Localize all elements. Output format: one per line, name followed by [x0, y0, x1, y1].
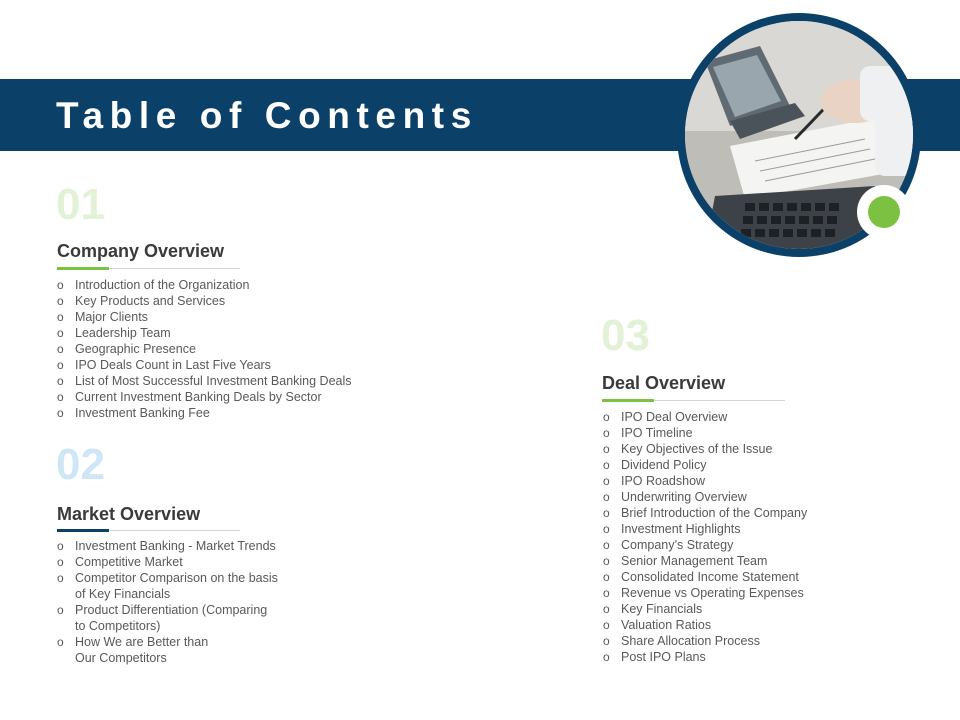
- list-item: o IPO Roadshow: [603, 473, 807, 489]
- list-item: [57, 570, 278, 602]
- list-item: o Valuation Ratios: [603, 617, 807, 633]
- list-item-line: Competitive Market: [75, 555, 183, 569]
- section-heading-market-overview: Market Overview: [57, 504, 201, 524]
- list-item-line: Product Differentiation (Comparing: [75, 603, 268, 617]
- list-item: [57, 602, 278, 634]
- list-item-line: Competitor Comparison on the basis: [75, 571, 278, 585]
- list-item: o Key Objectives of the Issue: [603, 441, 807, 457]
- company-overview-list: [57, 277, 352, 421]
- list-item: o Investment Highlights: [603, 521, 807, 537]
- list-item: [57, 554, 278, 570]
- list-item: o IPO Timeline: [603, 425, 807, 441]
- list-item: o Current Investment Banking Deals by Sector: [57, 389, 352, 405]
- list-item: [57, 634, 278, 666]
- section-number-03: 03: [601, 311, 650, 360]
- section-accent-bar: [57, 529, 109, 532]
- list-item: o Geographic Presence: [57, 341, 352, 357]
- list-item: o Share Allocation Process: [603, 633, 807, 649]
- market-overview-list: [57, 538, 278, 666]
- section-number-02: 02: [56, 440, 105, 489]
- list-item: o Senior Management Team: [603, 553, 807, 569]
- list-item: o Leadership Team: [57, 325, 352, 341]
- list-item: o Dividend Policy: [603, 457, 807, 473]
- list-item: o Consolidated Income Statement: [603, 569, 807, 585]
- list-item-line: of Key Financials: [75, 587, 171, 601]
- list-item-line: Our Competitors: [75, 651, 167, 665]
- section-accent-bar: [602, 399, 654, 402]
- list-item: o IPO Deals Count in Last Five Years: [57, 357, 352, 373]
- list-item: o Company’s Strategy: [603, 537, 807, 553]
- list-item: o Introduction of the Organization: [57, 277, 352, 293]
- list-item: o Key Financials: [603, 601, 807, 617]
- page-title: Table of Contents: [56, 95, 478, 136]
- green-accent-dot: [868, 196, 900, 228]
- section-heading-company-overview: Company Overview: [57, 241, 225, 261]
- section-accent-bar: [57, 267, 109, 270]
- deal-overview-list: [603, 409, 807, 665]
- list-item: o Revenue vs Operating Expenses: [603, 585, 807, 601]
- list-item: o Key Products and Services: [57, 293, 352, 309]
- list-item: o IPO Deal Overview: [603, 409, 807, 425]
- list-item: o List of Most Successful Investment Banking Deals: [57, 373, 352, 389]
- list-item-line: to Competitors): [75, 619, 161, 633]
- list-item: o Post IPO Plans: [603, 649, 807, 665]
- list-item-line: How We are Better than: [75, 635, 209, 649]
- list-item: o Brief Introduction of the Company: [603, 505, 807, 521]
- list-item: o Underwriting Overview: [603, 489, 807, 505]
- list-item-line: Investment Banking - Market Trends: [75, 539, 276, 553]
- list-item: o Major Clients: [57, 309, 352, 325]
- section-heading-deal-overview: Deal Overview: [602, 373, 726, 393]
- section-number-01: 01: [56, 180, 105, 229]
- list-item: [57, 538, 278, 554]
- list-item: o Investment Banking Fee: [57, 405, 352, 421]
